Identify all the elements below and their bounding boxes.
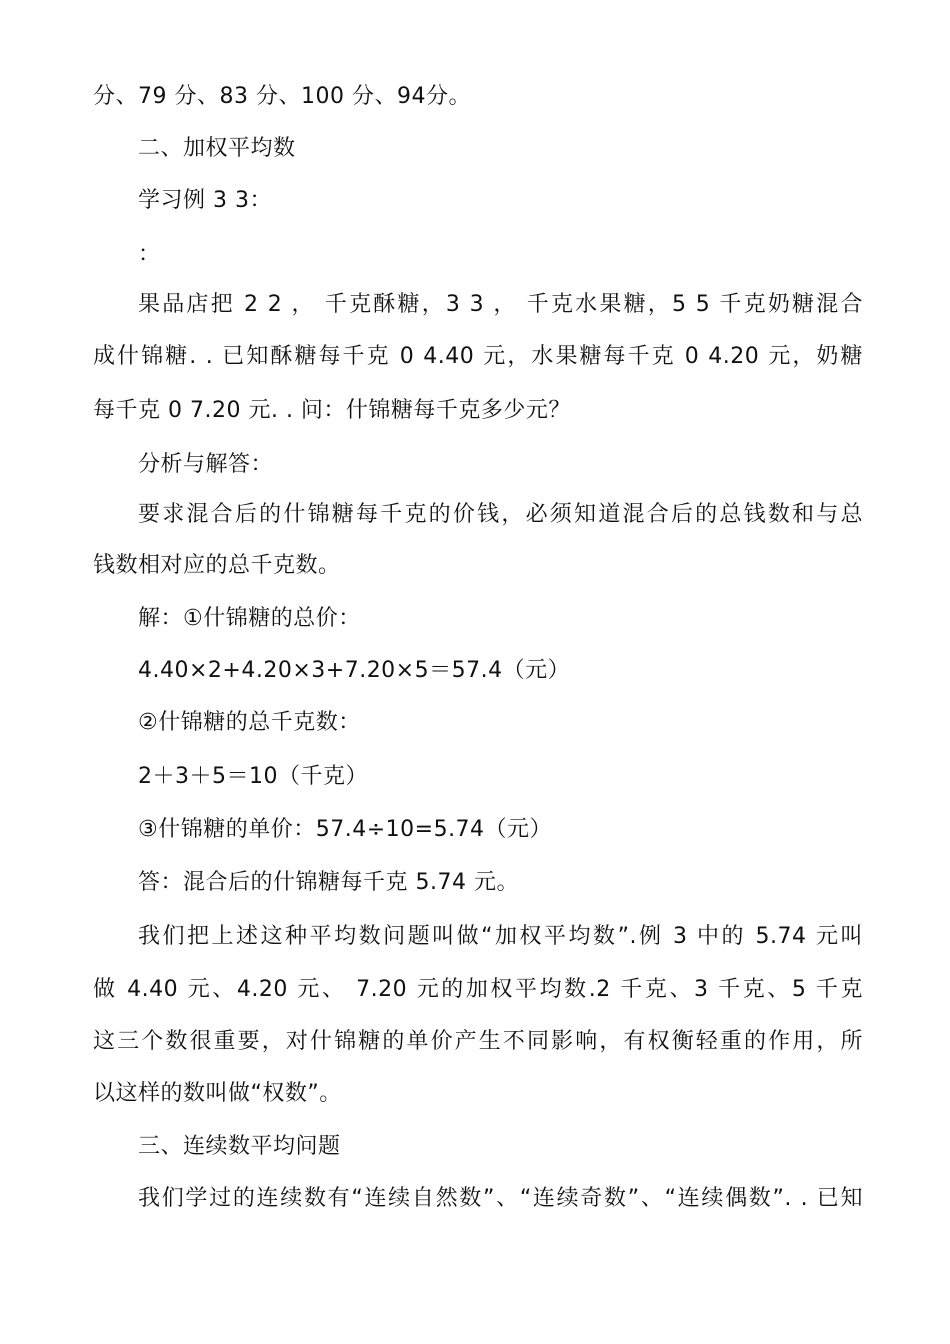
subheading: 分析与解答：: [138, 452, 274, 477]
formula-line: 4.40×2+4.20×3+7.20×5＝57.4（元）: [138, 658, 571, 683]
section-heading: 二、加权平均数: [138, 136, 296, 161]
paragraph-line: 钱数相对应的总千克数。: [93, 553, 341, 578]
paragraph-line: 我们把上述这种平均数问题叫做“加权平均数”.例 3 中的 5.74 元叫: [138, 924, 863, 949]
solution-step: 解：①什锦糖的总价：: [138, 606, 361, 631]
paragraph-line: 我们学过的连续数有“连续自然数”、“连续奇数”、“连续偶数”. . 已知: [138, 1186, 863, 1211]
paragraph-line: 每千克 0 7.20 元. . 问：什锦糖每千克多少元？: [93, 398, 571, 423]
solution-step: ②什锦糖的总千克数：: [138, 710, 361, 735]
paragraph-line: 以这样的数叫做“权数”。: [93, 1081, 342, 1106]
paragraph-line: 成什锦糖. . 已知酥糖每千克 0 4.40 元，水果糖每千克 0 4.20 元，奶糖: [93, 344, 863, 369]
paragraph-line: 做 4.40 元、4.20 元、 7.20 元的加权平均数.2 千克、3 千克、5 千克: [93, 977, 863, 1002]
section-heading: 三、连续数平均问题: [138, 1134, 341, 1159]
text-line: ：: [138, 242, 161, 267]
paragraph-line: 这三个数很重要，对什锦糖的单价产生不同影响，有权衡轻重的作用，所: [93, 1029, 863, 1054]
solution-step: ③什锦糖的单价：57.4÷10=5.74（元）: [138, 817, 553, 842]
paragraph-line: 果品店把 2 2 ， 千克酥糖，3 3 ， 千克水果糖，5 5 千克奶糖混合: [138, 292, 863, 317]
formula-line: 2＋3＋5＝10（千克）: [138, 764, 368, 789]
example-heading: 学习例 3 3：: [138, 188, 272, 213]
paragraph-line: 要求混合后的什锦糖每千克的价钱，必须知道混合后的总钱数和与总: [138, 502, 863, 527]
text-line: 分、79 分、83 分、100 分、94分。: [93, 84, 471, 109]
answer-line: 答：混合后的什锦糖每千克 5.74 元。: [138, 870, 519, 895]
